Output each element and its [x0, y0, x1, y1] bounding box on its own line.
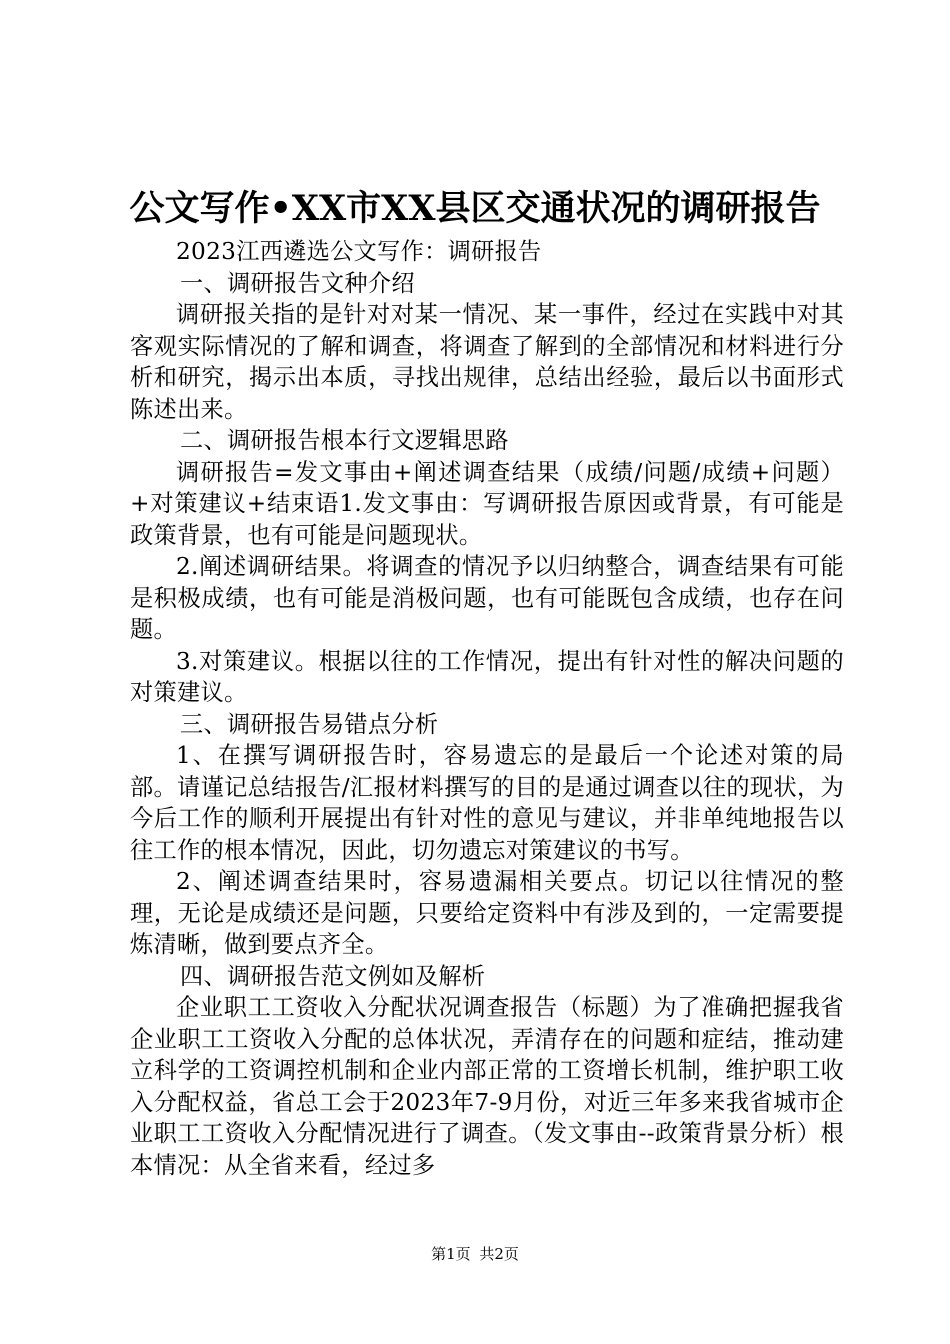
section-heading-4: 四、调研报告范文例如及解析: [180, 962, 486, 990]
page-number: 第1页: [431, 1245, 471, 1263]
paragraph: 调研报告=发文事由+阐述调查结果（成绩/问题/成绩+问题）+对策建议+结束语1.发文事由：写调研报告原因或背景，有可能是政策背景，也有可能是问题现状。: [130, 458, 844, 549]
document-title: 公文写作•XX市XX县区交通状况的调研报告: [129, 188, 821, 229]
paragraph-subtitle: 2023江西遴选公文写作：调研报告: [176, 238, 542, 265]
paragraph: 企业职工工资收入分配状况调查报告（标题）为了准确把握我省企业职工工资收入分配的总体状况，弄清存在的问题和症结，推动建立科学的工资调控机制和企业内部正常的工资增长机制，维护职工收入分配权益，省总工会于2023年7-9月份，对近三年多来我省城市企业职工工资收入分配情况进行了调查。（发文事由--政策背景分析）根本情况：从全省来看，经过多: [130, 994, 844, 1179]
page-footer: [0, 1244, 950, 1264]
section-heading-2: 二、调研报告根本行文逻辑思路: [180, 427, 509, 454]
paragraph: 3.对策建议。根据以往的工作情况，提出有针对性的解决问题的对策建议。: [130, 647, 844, 706]
document-body: [130, 236, 844, 1181]
paragraph: 1、在撰写调研报告时，容易遗忘的是最后一个论述对策的局部。请谨记总结报告/汇报材料撰写的目的是通过调查以往的现状，为今后工作的顺利开展提出有针对性的意见与建议，并非单纯地报告以往工作的根本情况，因此，切勿遗忘对策建议的书写。: [130, 742, 844, 864]
paragraph: 2、阐述调查结果时，容易遗漏相关要点。切记以往情况的整理，无论是成绩还是问题，只要给定资料中有涉及到的，一定需要提炼清晰，做到要点齐全。: [130, 868, 844, 958]
section-heading-3: 三、调研报告易错点分析: [180, 710, 439, 738]
paragraph: 调研报关指的是针对对某一情况、某一事件，经过在实践中对其客观实际情况的了解和调查，将调查了解到的全部情况和材料进行分析和研究，揭示出本质，寻找出规律，总结出经验，最后以书面形式陈述出来。: [130, 301, 844, 423]
page-total: 共2页: [479, 1245, 519, 1263]
section-heading-1: 一、调研报告文种介绍: [180, 269, 415, 297]
paragraph: 2.阐述调研结果。将调查的情况予以归纳整合，调查结果有可能是积极成绩，也有可能是消极问题，也有可能既包含成绩，也存在问题。: [130, 553, 844, 643]
